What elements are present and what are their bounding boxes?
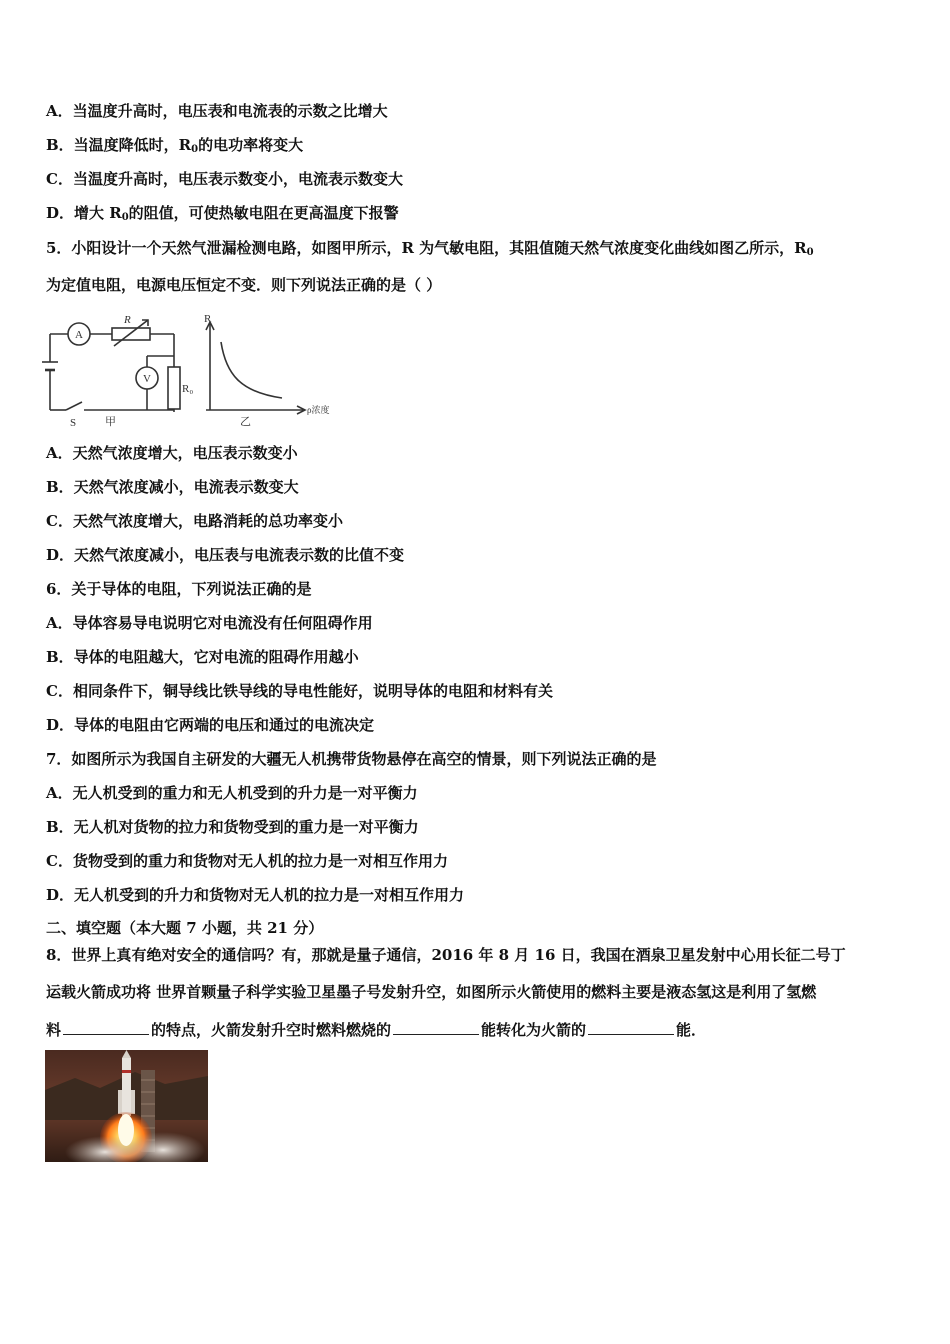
subscript: 0 xyxy=(191,144,199,155)
q4-option-b-text: B．当温度降低时，R xyxy=(46,136,192,154)
q6-option-a: A．导体容易导电说明它对电流没有任何阻碍作用 xyxy=(46,614,373,632)
q5-option-d: D．天然气浓度减小，电压表与电流表示数的比值不变 xyxy=(46,546,405,564)
q7-option-b: B．无人机对货物的拉力和货物受到的重力是一对平衡力 xyxy=(46,818,419,836)
resistor-r0-label: R₀ xyxy=(182,383,194,395)
answer-blank[interactable] xyxy=(63,1019,149,1035)
q4-option-d-text-end: 的阻值，可使热敏电阻在更高温度下报警 xyxy=(128,204,399,222)
q8-line3 xyxy=(46,1019,706,1040)
ammeter-label: A xyxy=(75,329,83,341)
answer-blank[interactable] xyxy=(393,1019,479,1035)
q8-line1: 8．世界上真有绝对安全的通信吗？有，那就是量子通信，2016 年 8 月 16 日，我国在酒泉卫星发射中心用长征二号丁 xyxy=(46,946,846,964)
q6-stem: 6．关于导体的电阻，下列说法正确的是 xyxy=(46,580,312,598)
q5-figure xyxy=(42,312,342,430)
q6-option-b: B．导体的电阻越大，它对电流的阻碍作用越小 xyxy=(46,648,359,666)
section-heading: 二、填空题（本大题 7 小题，共 21 分） xyxy=(46,919,324,937)
answer-blank[interactable] xyxy=(588,1019,674,1035)
q7-option-d: D．无人机受到的升力和货物对无人机的拉力是一对相互作用力 xyxy=(46,886,465,904)
q5-stem-line2: 为定值电阻，电源电压恒定不变．则下列说法正确的是（ ） xyxy=(46,276,442,294)
figure-jia-label: 甲 xyxy=(105,416,116,428)
resistor-r-label: R xyxy=(124,314,131,326)
q4-option-d-text: D．增大 R xyxy=(46,204,122,222)
q4-option-a: A．当温度升高时，电压表和电流表的示数之比增大 xyxy=(46,102,388,120)
graph-y-label: R xyxy=(204,313,212,325)
q4-option-b-text-end: 的电功率将变大 xyxy=(198,136,304,154)
switch-label: S xyxy=(70,417,77,429)
q5-stem-line1 xyxy=(46,238,814,263)
q7-stem: 7．如图所示为我国自主研发的大疆无人机携带货物悬停在高空的情景，则下列说法正确的是 xyxy=(46,750,657,768)
q8-text-a: 料 xyxy=(46,1021,62,1039)
figure-yi-label: 乙 xyxy=(240,416,251,428)
q5-stem-text: 5．小阳设计一个天然气泄漏检测电路，如图甲所示，R 为气敏电阻，其阻值随天然气浓度变化曲线如图乙所示，R xyxy=(46,239,807,257)
subscript: 0 xyxy=(121,212,129,223)
q7-option-a: A．无人机受到的重力和无人机受到的升力是一对平衡力 xyxy=(46,784,418,802)
q5-option-b: B．天然气浓度减小，电流表示数变大 xyxy=(46,478,299,496)
q8-text-d: 能． xyxy=(676,1021,707,1039)
q5-option-a: A．天然气浓度增大，电压表示数变小 xyxy=(46,444,298,462)
rocket-launch-photo xyxy=(45,1050,208,1162)
graph-x-label: ρ浓度 xyxy=(307,405,330,415)
q4-option-d xyxy=(46,203,399,228)
voltmeter-label: V xyxy=(143,373,151,385)
q8-line2: 运载火箭成功将 世界首颗量子科学实验卫星墨子号发射升空，如图所示火箭使用的燃料主要是液态氢这是利用了氢燃 xyxy=(46,983,817,1001)
q6-option-d: D．导体的电阻由它两端的电压和通过的电流决定 xyxy=(46,716,375,734)
q5-option-c: C．天然气浓度增大，电路消耗的总功率变小 xyxy=(46,512,343,530)
q8-text-b: 的特点，火箭发射升空时燃料燃烧的 xyxy=(151,1021,392,1039)
q7-option-c: C．货物受到的重力和货物对无人机的拉力是一对相互作用力 xyxy=(46,852,448,870)
subscript: 0 xyxy=(806,247,814,258)
q6-option-c: C．相同条件下，铜导线比铁导线的导电性能好，说明导体的电阻和材料有关 xyxy=(46,682,553,700)
q4-option-b xyxy=(46,135,303,160)
q4-option-c: C．当温度升高时，电压表示数变小，电流表示数变大 xyxy=(46,170,403,188)
q8-text-c: 能转化为火箭的 xyxy=(481,1021,587,1039)
